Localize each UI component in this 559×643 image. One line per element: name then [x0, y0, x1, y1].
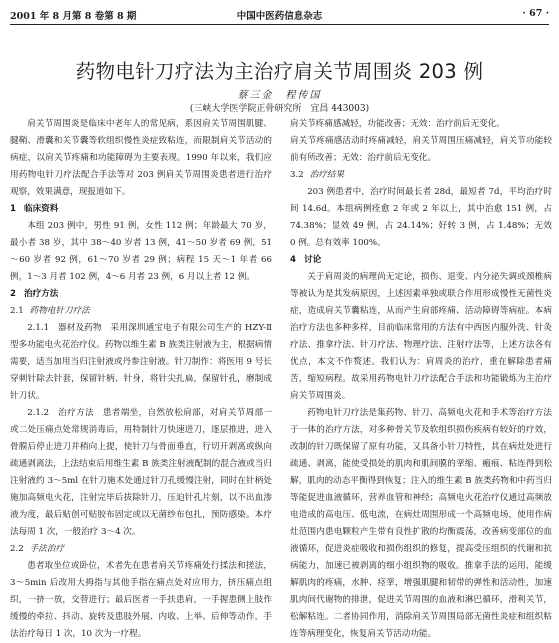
heading-number: 1 [10, 204, 16, 214]
running-header [10, 8, 549, 24]
heading-number: 3.2 [290, 170, 304, 180]
section-heading [10, 201, 272, 218]
right-column [290, 116, 552, 643]
article-affiliation: (三峡大学医学院正骨研究所 宜昌 443003) [189, 104, 370, 114]
left-column [10, 116, 272, 643]
heading-text: 手法治疗 [29, 544, 65, 554]
heading-text: 治疗结果 [309, 170, 345, 180]
heading-number: 4 [290, 255, 296, 265]
section-heading [290, 252, 552, 269]
section-heading [10, 286, 272, 303]
heading-number: 2 [10, 289, 16, 299]
heading-text: 临床资料 [23, 204, 59, 214]
body-paragraph: 患者取坐位或卧位，术者先在患者肩关节疼痛处行揉法和搓法，3～5min 后改用大拇指与其他手指在痛点处对应用力，挤压痛点组织，一挤一放，交替进行；最后医者一手扶患肩，一手握患侧上肢作缓慢的牵拉、抖动、旋转及患肢外展、内收、上举、后伸等动作，手法治疗每日 1 次，10 次为一疗程。 [10, 561, 272, 639]
body-paragraph: 肩关节疼痛感减轻，功能改善；无效：治疗前后无变化。 [290, 119, 505, 129]
header-rule [10, 24, 549, 25]
subsection-heading [10, 541, 272, 558]
header-journal: 中国中医药信息杂志 [236, 11, 323, 22]
subsection-heading [10, 303, 272, 320]
heading-number: 2.2 [10, 544, 24, 554]
body-paragraph: 肩关节周围炎是临床中老年人的常见病，系因肩关节周围肌腱、腱鞘、滑囊和关节囊等软组织慢性炎症致粘连，而限制肩关节活动的病症，以肩关节疼痛和功能障碍为主要表现。1990 年以来，我们应用药物电针刀疗法配合手法等对 203 例肩关节周围炎患者进行治疗观察，效果满意，现报道如下。 [10, 119, 272, 197]
heading-number: 2.1 [10, 306, 24, 316]
article-authors: 蔡三金 程传国 [237, 90, 322, 101]
body-paragraph: 本组 203 例中，男性 91 例，女性 112 例；年龄最大 70 岁，最小者 38 岁，其中 38～40 岁者 13 例，41～50 岁者 69 例，51～60 岁者 92 例，61～70 岁者 29 例；病程 15 天～1 年者 66 例，1～3 月者 102 例，4～6 月者 23 例，6 月以上者 12 例。 [10, 221, 272, 282]
body-paragraph: 肩关节疼痛感活动时疼痛减轻，肩关节周围压痛减轻，肩关节功能较前有所改善；无效：治疗前后无变化。 [290, 136, 552, 163]
heading-text: 药物电针刀疗法 [29, 306, 90, 316]
heading-text: 治疗方法 [23, 289, 59, 299]
body-paragraph: 2.1.2 治疗方法 患者端坐，自然放松肩部，对肩关节周部一或二处压痛点处常规消毒后，用特制针刀快速进刀，逐层推进，进入骨膜后停止进刀并稍向上提，使针刀与骨面垂直，行切开剥离或纵向疏通剥离法，上法结束后用维生素 B 族类注射液配制的混合液或当归注射液约 3～5ml 在针刀施术处通过针刀孔缓慢注射，同时在针柄处施加高频电火花，注射完毕后拔除针刀，压迫针孔片刻，以不出血渗液为度，最后贴创可贴胶布固定或以无菌纱布包扎，预防感染。本疗法每周 1 次，一般治疗 3～4 次。 [10, 408, 272, 537]
subsection-heading [290, 167, 552, 184]
header-page-number: · 67 · [522, 8, 549, 19]
header-issue: 2001 年 8 月第 8 卷第 8 期 [10, 11, 137, 22]
body-paragraph: 关于肩周炎的病理尚无定论，损伤、退变、内分泌失调或颈椎病等被认为是其发病原因，上述因素单独或联合作用形成慢性无菌性炎症，造成肩关节囊粘连，从而产生肩部疼痛、活动障碍等病症。本病治疗方法也多种多样，目前临床常用的方法有中西医内服外洗、针灸疗法、推拿疗法、针刀疗法、物理疗法、注射疗法等，上述方法各有优点，本文不作赘述。我们认为：肩周炎的治疗，重在解除患者痛苦，缩短病程。故采用药物电针刀疗法配合手法和功能锻炼为主治疗肩关节周围炎。 [290, 272, 552, 401]
body-paragraph: 药物电针刀疗法是集药物、针刀、高频电火花和手术等治疗方法于一体的治疗方法，对多种骨关节及软组织损伤疾病有较好的疗效，改制的针刀既保留了原有功能，又具备小针刀特性，其在病灶处进行疏通、剥离，能使受损处的肌肉和肌间膜的挛缩、瘢痕、粘连得到松解，肌肉的动态平衡得到恢复；注入的维生素 B 族类药物和中药当归等能促进血液循环，营养血管和神经；高频电火花治疗仪通过高频放电造成的高电压、低电流，在病灶周围形成一个高频电场，使用作病灶范围内患电颗粒产生带有良性扩散的均衡震荡，改善病变部位的血液循环，促进炎症吸收和损伤组织的修复，提高受压组织的代谢和抗病能力，加速已被剥离的细小组织物的吸收。推拿手法的运用，能缓解肌肉的疼痛，水肿、痉挛，增强肌腱和韧带的弹性和活动性，加速肌肉间代谢物的排泄，促进关节周围的血液和淋巴循环，滑利关节，松解粘连。二者协同作用，消除肩关节周围局部无菌性炎症和组织粘连等病理变化，恢复肩关节活动功能。 [290, 408, 552, 639]
body-paragraph: 203 例患者中，治疗时间最长者 28d，最短者 7d，平均治疗时间 14.6d。本组病例痊愈 2 年或 2 年以上，其中治愈 151 例，占 74.38%；显效 49 例，占 24.14%；好转 3 例，占 1.48%；无效 0 例。总有效率 100%。 [290, 187, 552, 248]
article-title: 药物电针刀疗法为主治疗肩关节周围炎 203 例 [75, 60, 484, 83]
heading-text: 讨论 [303, 255, 322, 265]
body-paragraph: 2.1.1 器材及药物 采用深圳通宝电子有限公司生产的 HZY-Ⅱ型多功能电火花治疗仪。药物以维生素 B 族类注射液为主，根据病情需要，适当加用当归注射液或丹参注射液。针刀制作：将医用 9 号长穿刺针除去针套，保留针柄、针身，将针尖扎扁，保留针孔，磨制成针刀状。 [10, 323, 272, 401]
